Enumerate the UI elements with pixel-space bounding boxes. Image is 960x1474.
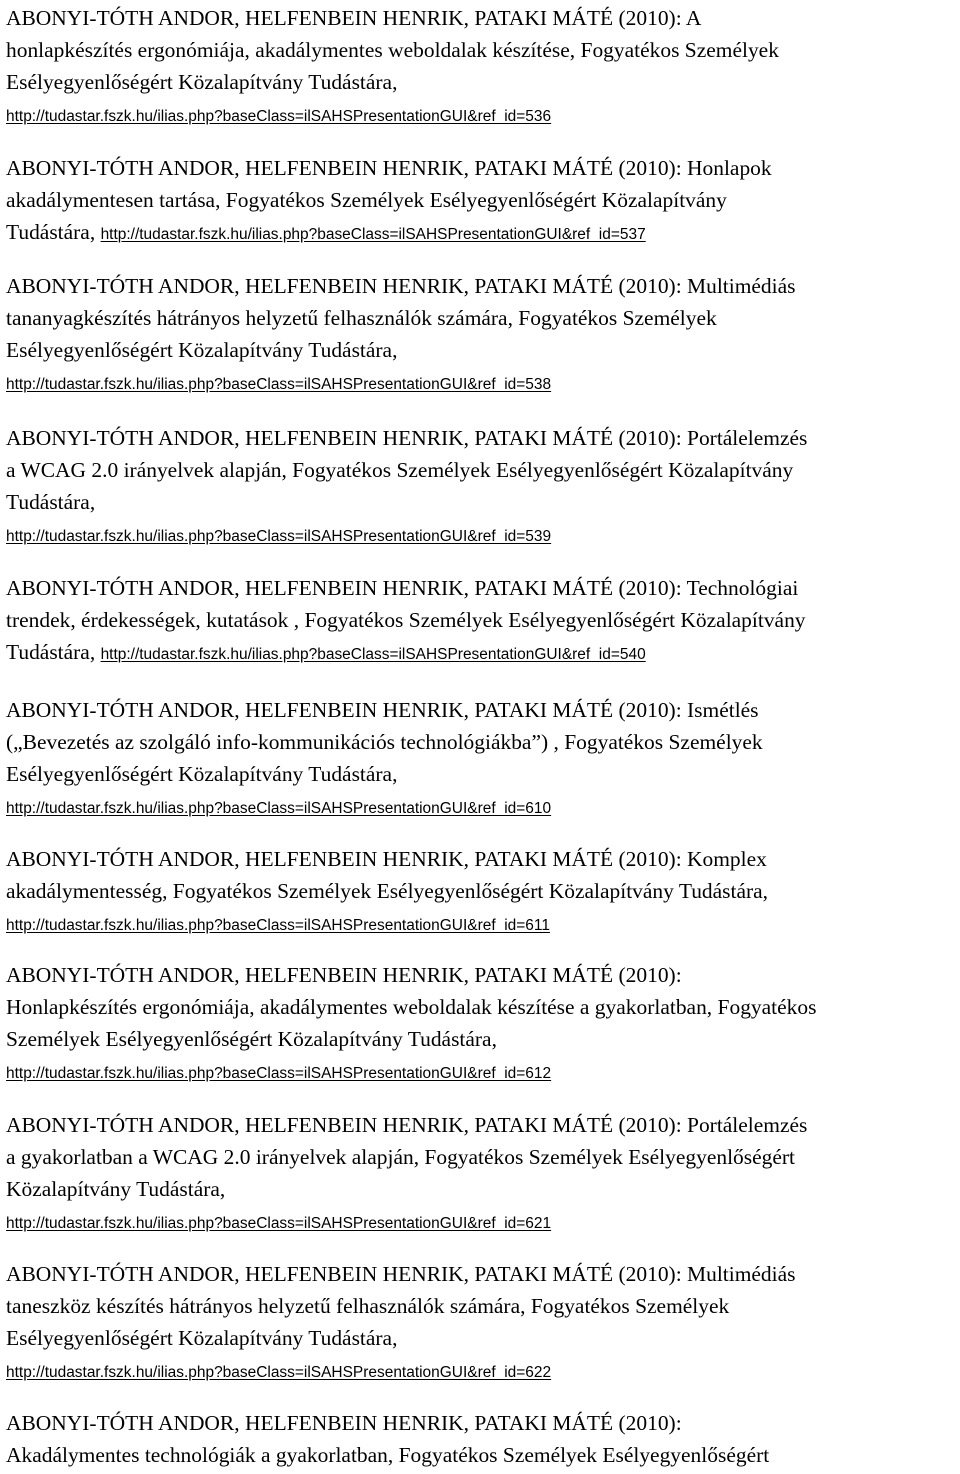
reference-text-line: a gyakorlatban a WCAG 2.0 irányelvek alapján, Fogyatékos Személyek Esélyegyenlőségért (6, 1145, 796, 1169)
reference-text-line: Tudástára, (6, 220, 101, 244)
reference-text-line: ABONYI-TÓTH ANDOR, HELFENBEIN HENRIK, PATAKI MÁTÉ (2010): Multimédiás (6, 274, 796, 298)
reference-link[interactable]: http://tudastar.fszk.hu/ilias.php?baseClass=ilSAHSPresentationGUI&ref_id=610 (6, 800, 552, 817)
reference-link[interactable]: http://tudastar.fszk.hu/ilias.php?baseClass=ilSAHSPresentationGUI&ref_id=539 (6, 528, 552, 545)
reference-text-line: ABONYI-TÓTH ANDOR, HELFENBEIN HENRIK, PATAKI MÁTÉ (2010): Honlapok (6, 156, 772, 180)
reference-text-line: ABONYI-TÓTH ANDOR, HELFENBEIN HENRIK, PATAKI MÁTÉ (2010): Portálelemzés (6, 1113, 808, 1137)
reference-text-line: ABONYI-TÓTH ANDOR, HELFENBEIN HENRIK, PATAKI MÁTÉ (2010): Komplex (6, 847, 767, 871)
reference-text-line: trendek, érdekességek, kutatások , Fogyatékos Személyek Esélyegyenlőségért Közalapítvány (6, 608, 806, 632)
reference-text-line: Tudástára, (6, 640, 101, 664)
reference-text-line: Esélyegyenlőségért Közalapítvány Tudástára, (6, 762, 398, 786)
reference-text-line: ABONYI-TÓTH ANDOR, HELFENBEIN HENRIK, PATAKI MÁTÉ (2010): Ismétlés (6, 698, 759, 722)
reference-text-line: ABONYI-TÓTH ANDOR, HELFENBEIN HENRIK, PATAKI MÁTÉ (2010): (6, 963, 682, 987)
reference-text-line: Honlapkészítés ergonómiája, akadálymentes weboldalak készítése a gyakorlatban, Fogyatékos (6, 995, 817, 1019)
reference-text-line: Esélyegyenlőségért Közalapítvány Tudástára, (6, 1326, 398, 1350)
reference-text-line: ABONYI-TÓTH ANDOR, HELFENBEIN HENRIK, PATAKI MÁTÉ (2010): A (6, 6, 702, 30)
reference-entry (6, 959, 960, 1087)
reference-entry (6, 1109, 960, 1237)
reference-text-line: ABONYI-TÓTH ANDOR, HELFENBEIN HENRIK, PATAKI MÁTÉ (2010): Multimédiás (6, 1262, 796, 1286)
reference-entry (6, 843, 960, 939)
reference-entry (6, 270, 960, 398)
reference-text-line: ABONYI-TÓTH ANDOR, HELFENBEIN HENRIK, PATAKI MÁTÉ (2010): (6, 1411, 682, 1435)
reference-text-line: („Bevezetés az szolgáló info-kommunikációs technológiákba”) , Fogyatékos Személyek (6, 730, 763, 754)
reference-text-line: ABONYI-TÓTH ANDOR, HELFENBEIN HENRIK, PATAKI MÁTÉ (2010): Portálelemzés (6, 426, 808, 450)
reference-entry (6, 1258, 960, 1386)
reference-text-line: Személyek Esélyegyenlőségért Közalapítvány Tudástára, (6, 1027, 497, 1051)
reference-entry (6, 1407, 960, 1471)
reference-entry (6, 2, 960, 130)
reference-link[interactable]: http://tudastar.fszk.hu/ilias.php?baseClass=ilSAHSPresentationGUI&ref_id=536 (6, 108, 552, 125)
reference-text-line: ABONYI-TÓTH ANDOR, HELFENBEIN HENRIK, PATAKI MÁTÉ (2010): Technológiai (6, 576, 799, 600)
reference-entry (6, 422, 960, 550)
reference-text-line: a WCAG 2.0 irányelvek alapján, Fogyatékos Személyek Esélyegyenlőségért Közalapítvány (6, 458, 794, 482)
reference-text-line: Tudástára, (6, 490, 96, 514)
reference-link[interactable]: http://tudastar.fszk.hu/ilias.php?baseClass=ilSAHSPresentationGUI&ref_id=612 (6, 1065, 552, 1082)
reference-text-line: tananyagkészítés hátrányos helyzetű felhasználók számára, Fogyatékos Személyek (6, 306, 717, 330)
reference-text-line: akadálymentesség, Fogyatékos Személyek Esélyegyenlőségért Közalapítvány Tudástára, (6, 879, 769, 903)
reference-entry (6, 694, 960, 822)
reference-link[interactable]: http://tudastar.fszk.hu/ilias.php?baseClass=ilSAHSPresentationGUI&ref_id=611 (6, 917, 550, 934)
reference-text-line: Esélyegyenlőségért Közalapítvány Tudástára, (6, 70, 398, 94)
reference-text-line: Akadálymentes technológiák a gyakorlatban, Fogyatékos Személyek Esélyegyenlőségért (6, 1443, 770, 1467)
reference-entry (6, 572, 960, 668)
reference-text-line: akadálymentesen tartása, Fogyatékos Személyek Esélyegyenlőségért Közalapítvány (6, 188, 727, 212)
reference-text-line: Esélyegyenlőségért Közalapítvány Tudástára, (6, 338, 398, 362)
reference-entry (6, 152, 960, 248)
reference-link[interactable]: http://tudastar.fszk.hu/ilias.php?baseClass=ilSAHSPresentationGUI&ref_id=540 (100, 646, 646, 663)
reference-link[interactable]: http://tudastar.fszk.hu/ilias.php?baseClass=ilSAHSPresentationGUI&ref_id=621 (6, 1215, 552, 1232)
reference-text-line: honlapkészítés ergonómiája, akadálymentes weboldalak készítése, Fogyatékos Személyek (6, 38, 779, 62)
reference-link[interactable]: http://tudastar.fszk.hu/ilias.php?baseClass=ilSAHSPresentationGUI&ref_id=538 (6, 376, 552, 393)
reference-text-line: taneszköz készítés hátrányos helyzetű felhasználók számára, Fogyatékos Személyek (6, 1294, 730, 1318)
reference-text-line: Közalapítvány Tudástára, (6, 1177, 226, 1201)
reference-link[interactable]: http://tudastar.fszk.hu/ilias.php?baseClass=ilSAHSPresentationGUI&ref_id=622 (6, 1364, 552, 1381)
reference-link[interactable]: http://tudastar.fszk.hu/ilias.php?baseClass=ilSAHSPresentationGUI&ref_id=537 (100, 226, 646, 243)
